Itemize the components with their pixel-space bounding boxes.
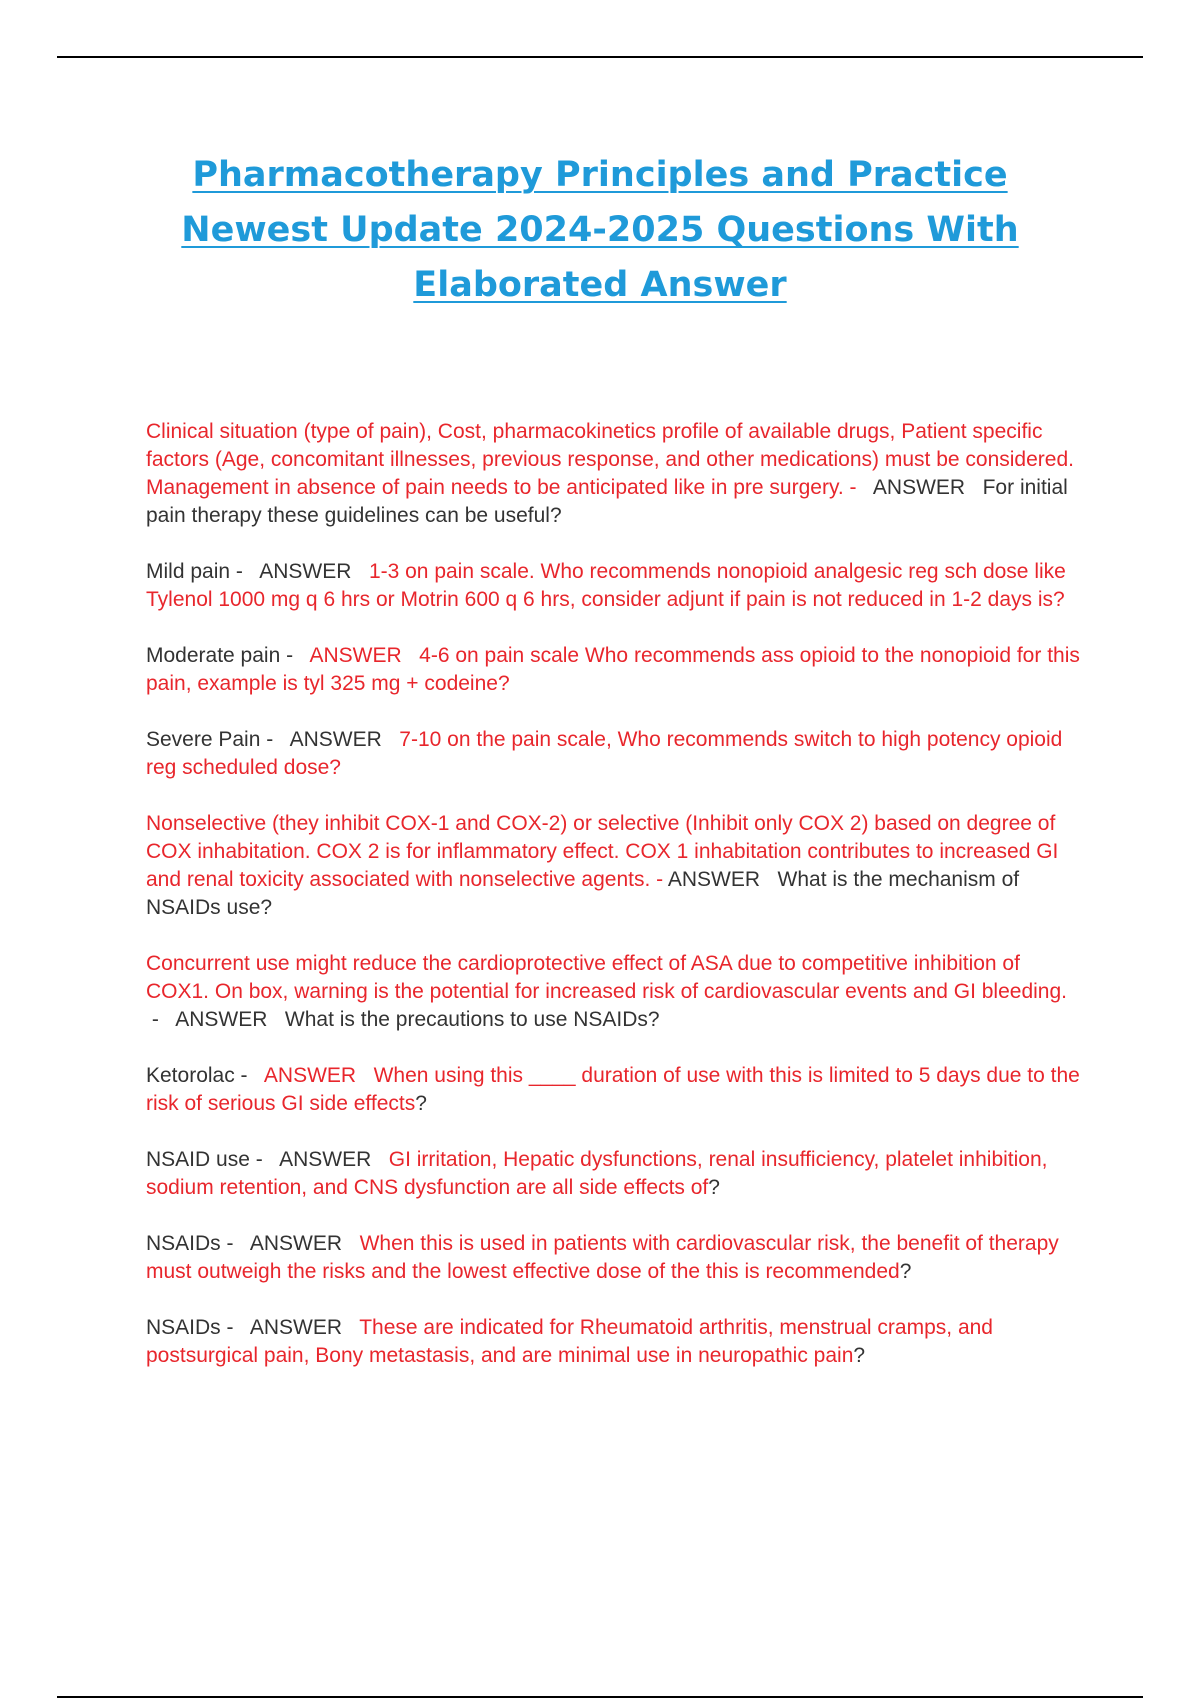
qa-question: These are indicated for Rheumatoid arthritis, menstrual cramps, and postsurgical pain, Bony metastasis, and are minimal use in neuropathic pain xyxy=(146,1316,993,1367)
qa-end-mark: ? xyxy=(853,1344,866,1367)
qa-separator: - xyxy=(249,1148,280,1171)
qa-answer-label: ANSWER xyxy=(279,1148,372,1171)
qa-list xyxy=(146,418,1086,1398)
qa-lead: Clinical situation (type of pain), Cost, pharmacokinetics profile of available drugs, Patient specific factors (Age, concomitant illnesses, previous response, and other medications) must be considered. Management in absence of pain needs to be anticipated like in pre surgery. xyxy=(146,420,1074,499)
qa-answer-label: ANSWER xyxy=(175,1008,268,1031)
qa-lead: NSAIDs xyxy=(146,1232,221,1255)
qa-separator: - xyxy=(220,1232,250,1255)
document-title: Pharmacotherapy Principles and Practice Newest Update 2024-2025 Questions With Elaborated Answer xyxy=(181,155,1019,305)
qa-question: GI irritation, Hepatic dysfunctions, renal insufficiency, platelet inhibition, sodium retention, and CNS dysfunction are all side effects of xyxy=(146,1148,1048,1199)
qa-lead: Nonselective (they inhibit COX-1 and COX-2) or selective (Inhibit only COX 2) based on degree of COX inhabitation. COX 2 is for inflammatory effect. COX 1 inhabitation contributes to increased GI and renal toxicity associated with nonselective agents. xyxy=(146,812,1059,891)
qa-item xyxy=(146,810,1086,922)
qa-gap xyxy=(267,1008,285,1031)
qa-question: What is the precautions to use NSAIDs? xyxy=(284,1008,660,1031)
qa-separator: - xyxy=(234,1064,264,1087)
qa-gap xyxy=(760,868,778,891)
qa-separator: - xyxy=(280,644,310,667)
qa-separator: - xyxy=(220,1316,250,1339)
qa-gap xyxy=(965,476,983,499)
qa-separator: - xyxy=(650,868,668,891)
qa-lead: Mild pain xyxy=(146,560,231,583)
qa-gap xyxy=(351,560,369,583)
qa-item xyxy=(146,1062,1086,1118)
qa-end-mark: ? xyxy=(899,1260,912,1283)
qa-question: For initial pain therapy these guidelines can be useful? xyxy=(146,476,1068,527)
qa-lead: Ketorolac xyxy=(146,1064,235,1087)
qa-gap xyxy=(382,728,400,751)
qa-item xyxy=(146,558,1086,614)
qa-answer-label: ANSWER xyxy=(249,1316,343,1339)
qa-gap xyxy=(342,1232,360,1255)
qa-separator: - xyxy=(230,560,260,583)
qa-lead: Moderate pain xyxy=(146,644,281,667)
qa-item xyxy=(146,1314,1086,1370)
qa-end-mark: ? xyxy=(708,1176,720,1199)
qa-gap xyxy=(342,1316,359,1339)
qa-question: What is the mechanism of NSAIDs use? xyxy=(146,868,1020,919)
qa-separator: - xyxy=(260,728,290,751)
qa-lead: Concurrent use might reduce the cardioprotective effect of ASA due to competitive inhibition of COX1. On box, warning is the potential for increased risk of cardiovascular events and GI bleeding. xyxy=(146,952,1067,1003)
qa-gap xyxy=(356,1064,374,1087)
qa-answer-label: ANSWER xyxy=(667,868,760,891)
qa-gap xyxy=(402,644,420,667)
qa-item xyxy=(146,1146,1086,1202)
qa-gap xyxy=(371,1148,389,1171)
bottom-rule xyxy=(57,1696,1143,1698)
qa-question: 4-6 on pain scale Who recommends ass opioid to the nonopioid for this pain, example is tyl 325 mg + codeine? xyxy=(146,644,1080,695)
qa-separator: - xyxy=(146,1008,176,1031)
qa-item xyxy=(146,950,1086,1034)
qa-answer-label: ANSWER xyxy=(309,644,402,667)
qa-item xyxy=(146,1230,1086,1286)
qa-answer-label: ANSWER xyxy=(289,728,382,751)
qa-answer-label: ANSWER xyxy=(263,1064,357,1087)
qa-lead: NSAID use xyxy=(146,1148,250,1171)
qa-question: When using this ____ duration of use with this is limited to 5 days due to the risk of serious GI side effects xyxy=(146,1064,1080,1115)
qa-answer-label: ANSWER xyxy=(872,476,966,499)
qa-answer-label: ANSWER xyxy=(259,560,352,583)
qa-lead: NSAIDs xyxy=(146,1316,221,1339)
qa-lead: Severe Pain xyxy=(146,728,261,751)
qa-item xyxy=(146,642,1086,698)
qa-question: 7-10 on the pain scale, Who recommends switch to high potency opioid reg scheduled dose? xyxy=(146,728,1063,779)
qa-item xyxy=(146,726,1086,782)
qa-answer-label: ANSWER xyxy=(249,1232,343,1255)
top-rule xyxy=(57,56,1143,58)
qa-separator: - xyxy=(843,476,873,499)
qa-question: When this is used in patients with cardiovascular risk, the benefit of therapy must outweigh the risks and the lowest effective dose of the this is recommended xyxy=(146,1232,1059,1283)
qa-end-mark: ? xyxy=(415,1092,427,1115)
qa-item xyxy=(146,418,1086,530)
qa-question: 1-3 on pain scale. Who recommends nonopioid analgesic reg sch dose like Tylenol 1000 mg q 6 hrs or Motrin 600 q 6 hrs, consider adjunt if pain is not reduced in 1-2 days is? xyxy=(146,560,1066,611)
